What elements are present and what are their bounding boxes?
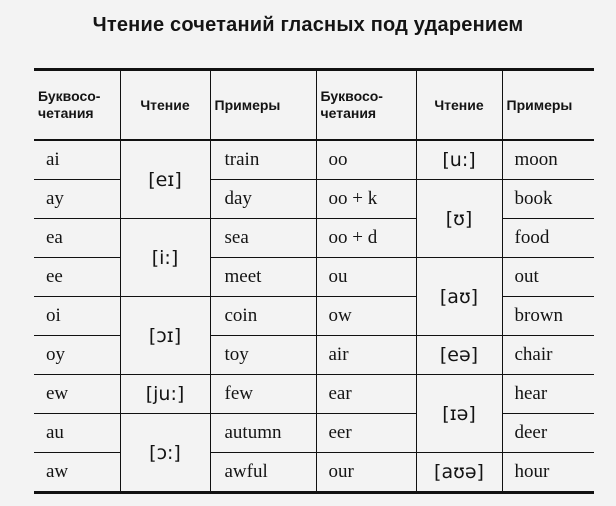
example-word: hour [502,453,594,493]
reading-cell: [i:] [120,219,210,297]
example-word: brown [502,297,594,336]
table-row [34,414,594,453]
letter-combination: aw [34,453,120,493]
letter-combination: oo + d [316,219,416,258]
letter-combination: ai [34,140,120,180]
letter-combination: oy [34,336,120,375]
header-examples-left: Примеры [210,70,316,141]
header-examples-right: Примеры [502,70,594,141]
letter-combination: oo [316,140,416,180]
header-letters-left: Буквосо- четания [34,70,120,141]
table-row [34,453,594,493]
letter-combination: eer [316,414,416,453]
letter-combination: oi [34,297,120,336]
example-word: out [502,258,594,297]
header-row [34,70,594,141]
letter-combination: our [316,453,416,493]
vowel-combinations-table [34,68,594,494]
reading-cell: [ɔ:] [120,414,210,493]
table-row [34,258,594,297]
reading-cell: [eɪ] [120,140,210,219]
header-letters-right: Буквосо- четания [316,70,416,141]
header-reading-right: Чтение [416,70,502,141]
letter-combination: ew [34,375,120,414]
example-word: meet [210,258,316,297]
example-word: sea [210,219,316,258]
table-row [34,219,594,258]
example-word: toy [210,336,316,375]
letter-combination: ow [316,297,416,336]
example-word: hear [502,375,594,414]
example-word: awful [210,453,316,493]
letter-combination: au [34,414,120,453]
example-word: autumn [210,414,316,453]
header-reading-left: Чтение [120,70,210,141]
letter-combination: ee [34,258,120,297]
letter-combination: oo + k [316,180,416,219]
reading-cell: [ʊ] [416,180,502,258]
letter-combination: ay [34,180,120,219]
table-row [34,180,594,219]
reading-cell: [u:] [416,140,502,180]
example-word: few [210,375,316,414]
letter-combination: ea [34,219,120,258]
table-row [34,297,594,336]
page-title: Чтение сочетаний гласных под ударением [92,14,524,36]
reading-cell: [eə] [416,336,502,375]
table-row [34,375,594,414]
example-word: coin [210,297,316,336]
example-word: moon [502,140,594,180]
example-word: book [502,180,594,219]
example-word: train [210,140,316,180]
table-row [34,140,594,180]
reading-cell: [ɪə] [416,375,502,453]
example-word: day [210,180,316,219]
example-word: food [502,219,594,258]
letter-combination: ou [316,258,416,297]
reading-cell: [aʊə] [416,453,502,493]
example-word: chair [502,336,594,375]
reading-cell: [aʊ] [416,258,502,336]
reading-cell: [ɔɪ] [120,297,210,375]
letter-combination: air [316,336,416,375]
example-word: deer [502,414,594,453]
table-row [34,336,594,375]
letter-combination: ear [316,375,416,414]
reading-cell: [ju:] [120,375,210,414]
